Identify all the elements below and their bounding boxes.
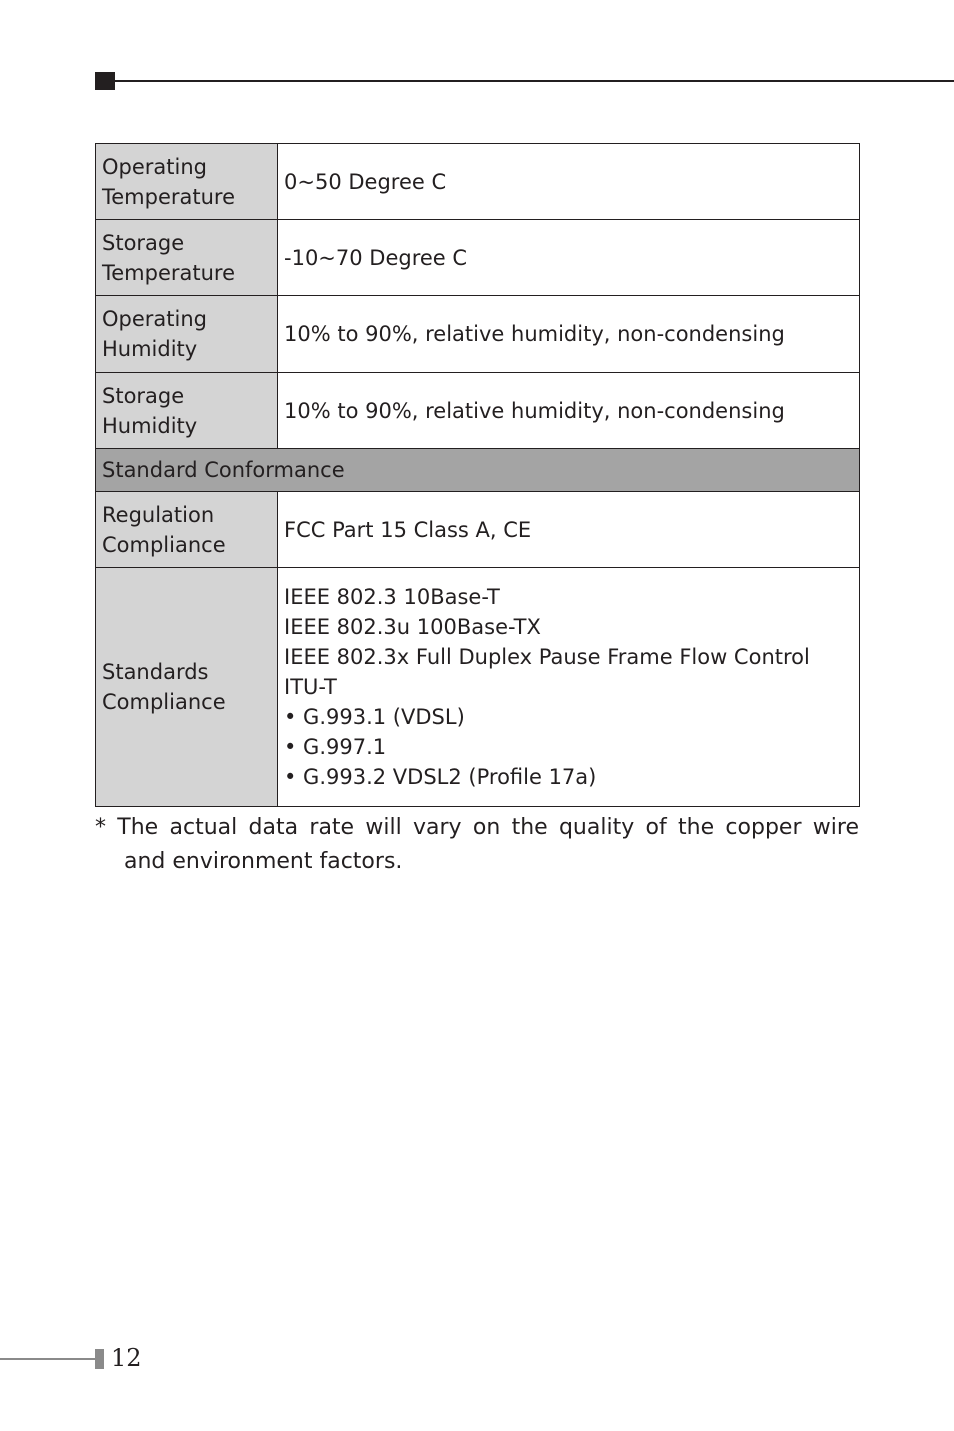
section-header: Standard Conformance	[96, 449, 860, 492]
row-label: Storage Temperature	[96, 220, 278, 296]
standard-item: IEEE 802.3x Full Duplex Pause Frame Flow Control	[284, 645, 810, 669]
row-value: 10% to 90%, relative humidity, non-condensing	[278, 373, 860, 449]
table-row	[96, 373, 860, 449]
standards-list	[278, 568, 860, 807]
row-label: Storage Humidity	[96, 373, 278, 449]
table-row	[96, 144, 860, 220]
row-value: -10~70 Degree C	[278, 220, 860, 296]
section-header-row	[96, 449, 860, 492]
footer-tab-marker	[95, 1349, 104, 1369]
row-label: Operating Humidity	[96, 296, 278, 373]
page-number: 12	[111, 1344, 142, 1372]
standard-item: • G.997.1	[284, 735, 387, 759]
footer-rule	[0, 1358, 96, 1360]
specification-table	[95, 143, 860, 807]
footnote-line-2: and environment factors.	[124, 849, 403, 874]
table-row	[96, 568, 860, 807]
footnote-line-1: * The actual data rate will vary on the quality of the copper wire	[95, 815, 859, 840]
standard-item: • G.993.2 VDSL2 (Profile 17a)	[284, 765, 597, 789]
row-value: 10% to 90%, relative humidity, non-condensing	[278, 296, 860, 373]
row-label: Operating Temperature	[96, 144, 278, 220]
footnote	[95, 811, 859, 879]
standard-item: ITU-T	[284, 675, 337, 699]
standard-item: IEEE 802.3u 100Base-TX	[284, 615, 541, 639]
table-row	[96, 492, 860, 568]
row-value: 0~50 Degree C	[278, 144, 860, 220]
table-row	[96, 296, 860, 373]
row-value: FCC Part 15 Class A, CE	[278, 492, 860, 568]
header-rule	[95, 80, 954, 82]
table-row	[96, 220, 860, 296]
row-label: Standards Compliance	[96, 568, 278, 807]
standard-item: IEEE 802.3 10Base-T	[284, 585, 500, 609]
header-square-marker	[95, 72, 115, 90]
row-label: Regulation Compliance	[96, 492, 278, 568]
standard-item: • G.993.1 (VDSL)	[284, 705, 465, 729]
